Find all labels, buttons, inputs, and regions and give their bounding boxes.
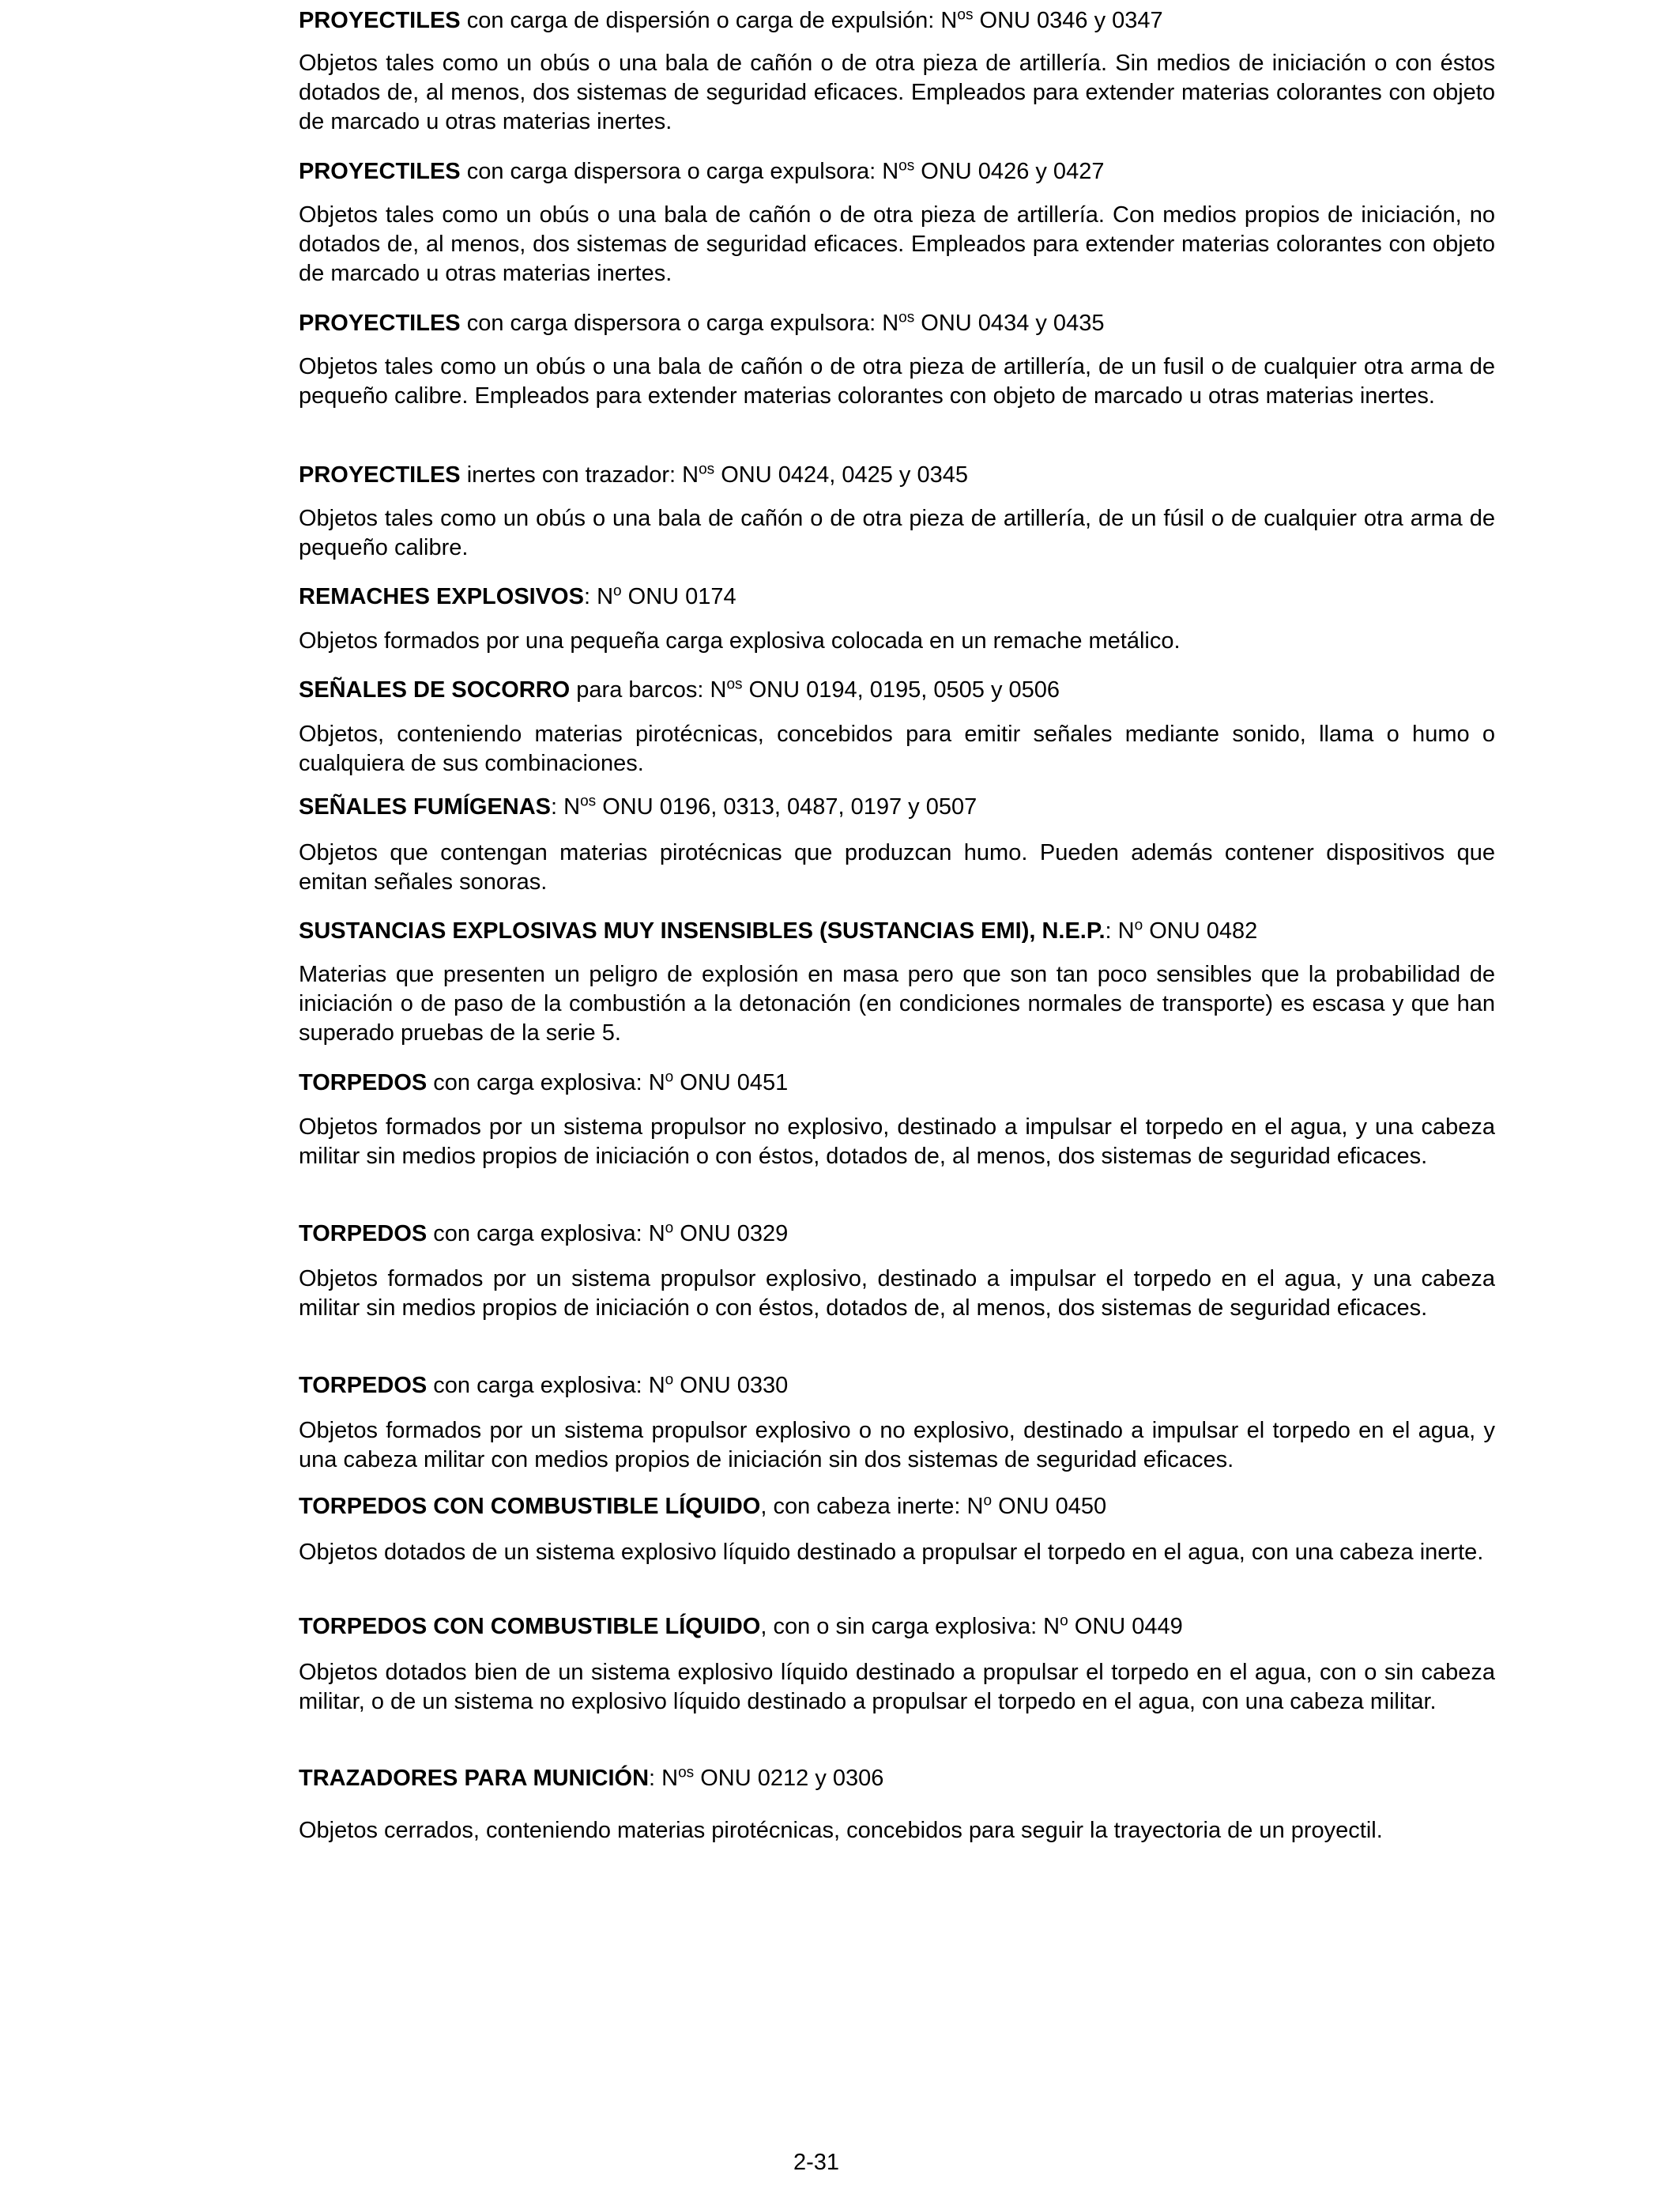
entry-heading [299,1069,1495,1098]
onu-numbers: ONU 0329 [673,1221,789,1246]
entry-qualifier: , con o sin carga explosiva: N [760,1614,1060,1639]
entry-qualifier: con carga dispersora o carga expulsora: N [460,311,899,336]
entry-description: Objetos, conteniendo materias pirotécnicas, concebidos para emitir señales mediante sonido, llama o humo o cualquiera de sus combinaciones. [299,722,1495,776]
entry-description: Objetos dotados bien de un sistema explosivo líquido destinado a propulsar el torpedo en el agua, con o sin cabeza militar, o de un sistema no explosivo líquido destinado a propulsar el torpedo en el agua, con una cabeza militar. [299,1660,1495,1714]
entry-term: TORPEDOS CON COMBUSTIBLE LÍQUIDO [299,1614,761,1639]
onu-numbers: ONU 0346 y 0347 [973,8,1163,33]
entry-term: TORPEDOS [299,1221,428,1246]
entry-term: TRAZADORES PARA MUNICIÓN [299,1766,650,1791]
onu-numbers: ONU 0212 y 0306 [694,1766,884,1791]
entry-qualifier: con carga explosiva: N [427,1070,665,1095]
entry-term: PROYECTILES [299,311,461,336]
onu-numbers: ONU 0450 [992,1494,1107,1519]
entry-qualifier: con carga de dispersión o carga de expulsión: N [460,8,958,33]
entry-heading [299,1492,1495,1521]
number-superscript: os [699,461,715,478]
onu-numbers: ONU 0174 [621,584,736,609]
entry-heading [299,309,1495,338]
entry-heading [299,793,1495,822]
entry-description: Materias que presenten un peligro de explosión en masa pero que son tan poco sensibles que la probabilidad de iniciación o de paso de la combustión a la detonación (en condiciones normales de transporte) es escasa y que han superado pruebas de la serie 5. [299,962,1495,1046]
number-superscript: o [613,582,622,600]
entry-heading [299,1371,1495,1400]
entry-description: Objetos cerrados, conteniendo materias pirotécnicas, concebidos para seguir la trayectoria de un proyectil. [299,1818,1383,1843]
entry-qualifier: con carga explosiva: N [427,1373,665,1398]
entry-description: Objetos tales como un obús o una bala de cañón o de otra pieza de artillería, de un fusil o de cualquier otra arma de pequeño calibre. Empleados para extender materias colorantes con objeto de marcado u otras materias inertes. [299,354,1495,409]
entry-term: PROYECTILES [299,462,461,488]
number-superscript: os [957,6,974,24]
entry-description: Objetos formados por un sistema propulsor no explosivo, destinado a impulsar el torpedo en el agua, y una cabeza militar sin medios propios de iniciación o con éstos, dotados de, al menos, dos sistemas de seguridad eficaces. [299,1114,1495,1169]
entry-qualifier: con carga dispersora o carga expulsora: N [460,159,899,184]
entry-term: TORPEDOS [299,1070,428,1095]
number-superscript: o [983,1492,993,1510]
onu-numbers: ONU 0330 [673,1373,789,1398]
entry-qualifier: con carga explosiva: N [427,1221,665,1246]
number-superscript: o [665,1220,674,1237]
entry-term: PROYECTILES [299,159,461,184]
entry-description: Objetos que contengan materias pirotécnicas que produzcan humo. Pueden además contener dispositivos que emitan señales sonoras. [299,840,1495,895]
entry-term: TORPEDOS [299,1373,428,1398]
entry-description: Objetos formados por un sistema propulsor explosivo, destinado a impulsar el torpedo en el agua, y una cabeza militar sin medios propios de iniciación o con éstos, dotados de, al menos, dos sistemas de seguridad eficaces. [299,1266,1495,1321]
number-superscript: os [580,793,597,810]
entry-heading [299,1220,1495,1249]
entry-description: Objetos formados por una pequeña carga explosiva colocada en un remache metálico. [299,628,1181,654]
number-superscript: os [898,309,915,326]
onu-numbers: ONU 0434 y 0435 [914,311,1105,336]
entry-qualifier: : N [1105,918,1135,944]
entry-qualifier: : N [583,584,614,609]
entry-heading [299,6,1495,36]
onu-numbers: ONU 0194, 0195, 0505 y 0506 [742,677,1060,703]
entry-heading [299,917,1495,946]
entry-description: Objetos tales como un obús o una bala de cañón o de otra pieza de artillería. Con medios propios de iniciación, no dotados de, al menos, dos sistemas de seguridad eficaces. Empleados para extender materias colorantes con objeto de marcado u otras materias inertes. [299,202,1495,286]
entry-description: Objetos dotados de un sistema explosivo líquido destinado a propulsar el torpedo en el agua, con una cabeza inerte. [299,1540,1484,1565]
entry-qualifier: : N [649,1766,679,1791]
number-superscript: os [898,157,915,175]
page-number: 2-31 [793,2150,840,2175]
number-superscript: o [665,1069,674,1086]
entry-heading [299,676,1495,705]
number-superscript: o [1134,917,1143,934]
number-superscript: o [1060,1612,1068,1630]
number-superscript: os [678,1764,695,1781]
entry-qualifier: para barcos: N [570,677,727,703]
onu-numbers: ONU 0426 y 0427 [914,159,1105,184]
entry-description: Objetos formados por un sistema propulsor explosivo o no explosivo, destinado a impulsar el torpedo en el agua, y una cabeza militar con medios propios de iniciación sin dos sistemas de seguridad eficaces. [299,1418,1495,1472]
entry-heading [299,461,1495,490]
entry-term: SUSTANCIAS EXPLOSIVAS MUY INSENSIBLES (SUSTANCIAS EMI), N.E.P. [299,918,1106,944]
entry-heading [299,157,1495,187]
onu-numbers: ONU 0449 [1068,1614,1183,1639]
entry-qualifier: : N [551,794,581,820]
entry-heading [299,582,1495,612]
number-superscript: o [665,1371,674,1389]
entry-term: TORPEDOS CON COMBUSTIBLE LÍQUIDO [299,1494,761,1519]
entry-term: SEÑALES FUMÍGENAS [299,794,552,820]
onu-numbers: ONU 0424, 0425 y 0345 [714,462,968,488]
entry-qualifier: inertes con trazador: N [460,462,699,488]
entry-heading [299,1764,1495,1793]
entry-qualifier: , con cabeza inerte: N [760,1494,984,1519]
entry-term: SEÑALES DE SOCORRO [299,677,571,703]
entry-heading [299,1612,1495,1642]
entry-description: Objetos tales como un obús o una bala de cañón o de otra pieza de artillería, de un fúsil o de cualquier otra arma de pequeño calibre. [299,506,1495,560]
onu-numbers: ONU 0196, 0313, 0487, 0197 y 0507 [596,794,977,820]
entry-term: REMACHES EXPLOSIVOS [299,584,584,609]
entry-term: PROYECTILES [299,8,461,33]
onu-numbers: ONU 0482 [1143,918,1258,944]
onu-numbers: ONU 0451 [673,1070,789,1095]
number-superscript: os [726,676,743,693]
entry-description: Objetos tales como un obús o una bala de cañón o de otra pieza de artillería. Sin medios de iniciación o con éstos dotados de, al menos, dos sistemas de seguridad eficaces. Empleados para extender materias colorantes con objeto de marcado u otras materias inertes. [299,51,1495,134]
